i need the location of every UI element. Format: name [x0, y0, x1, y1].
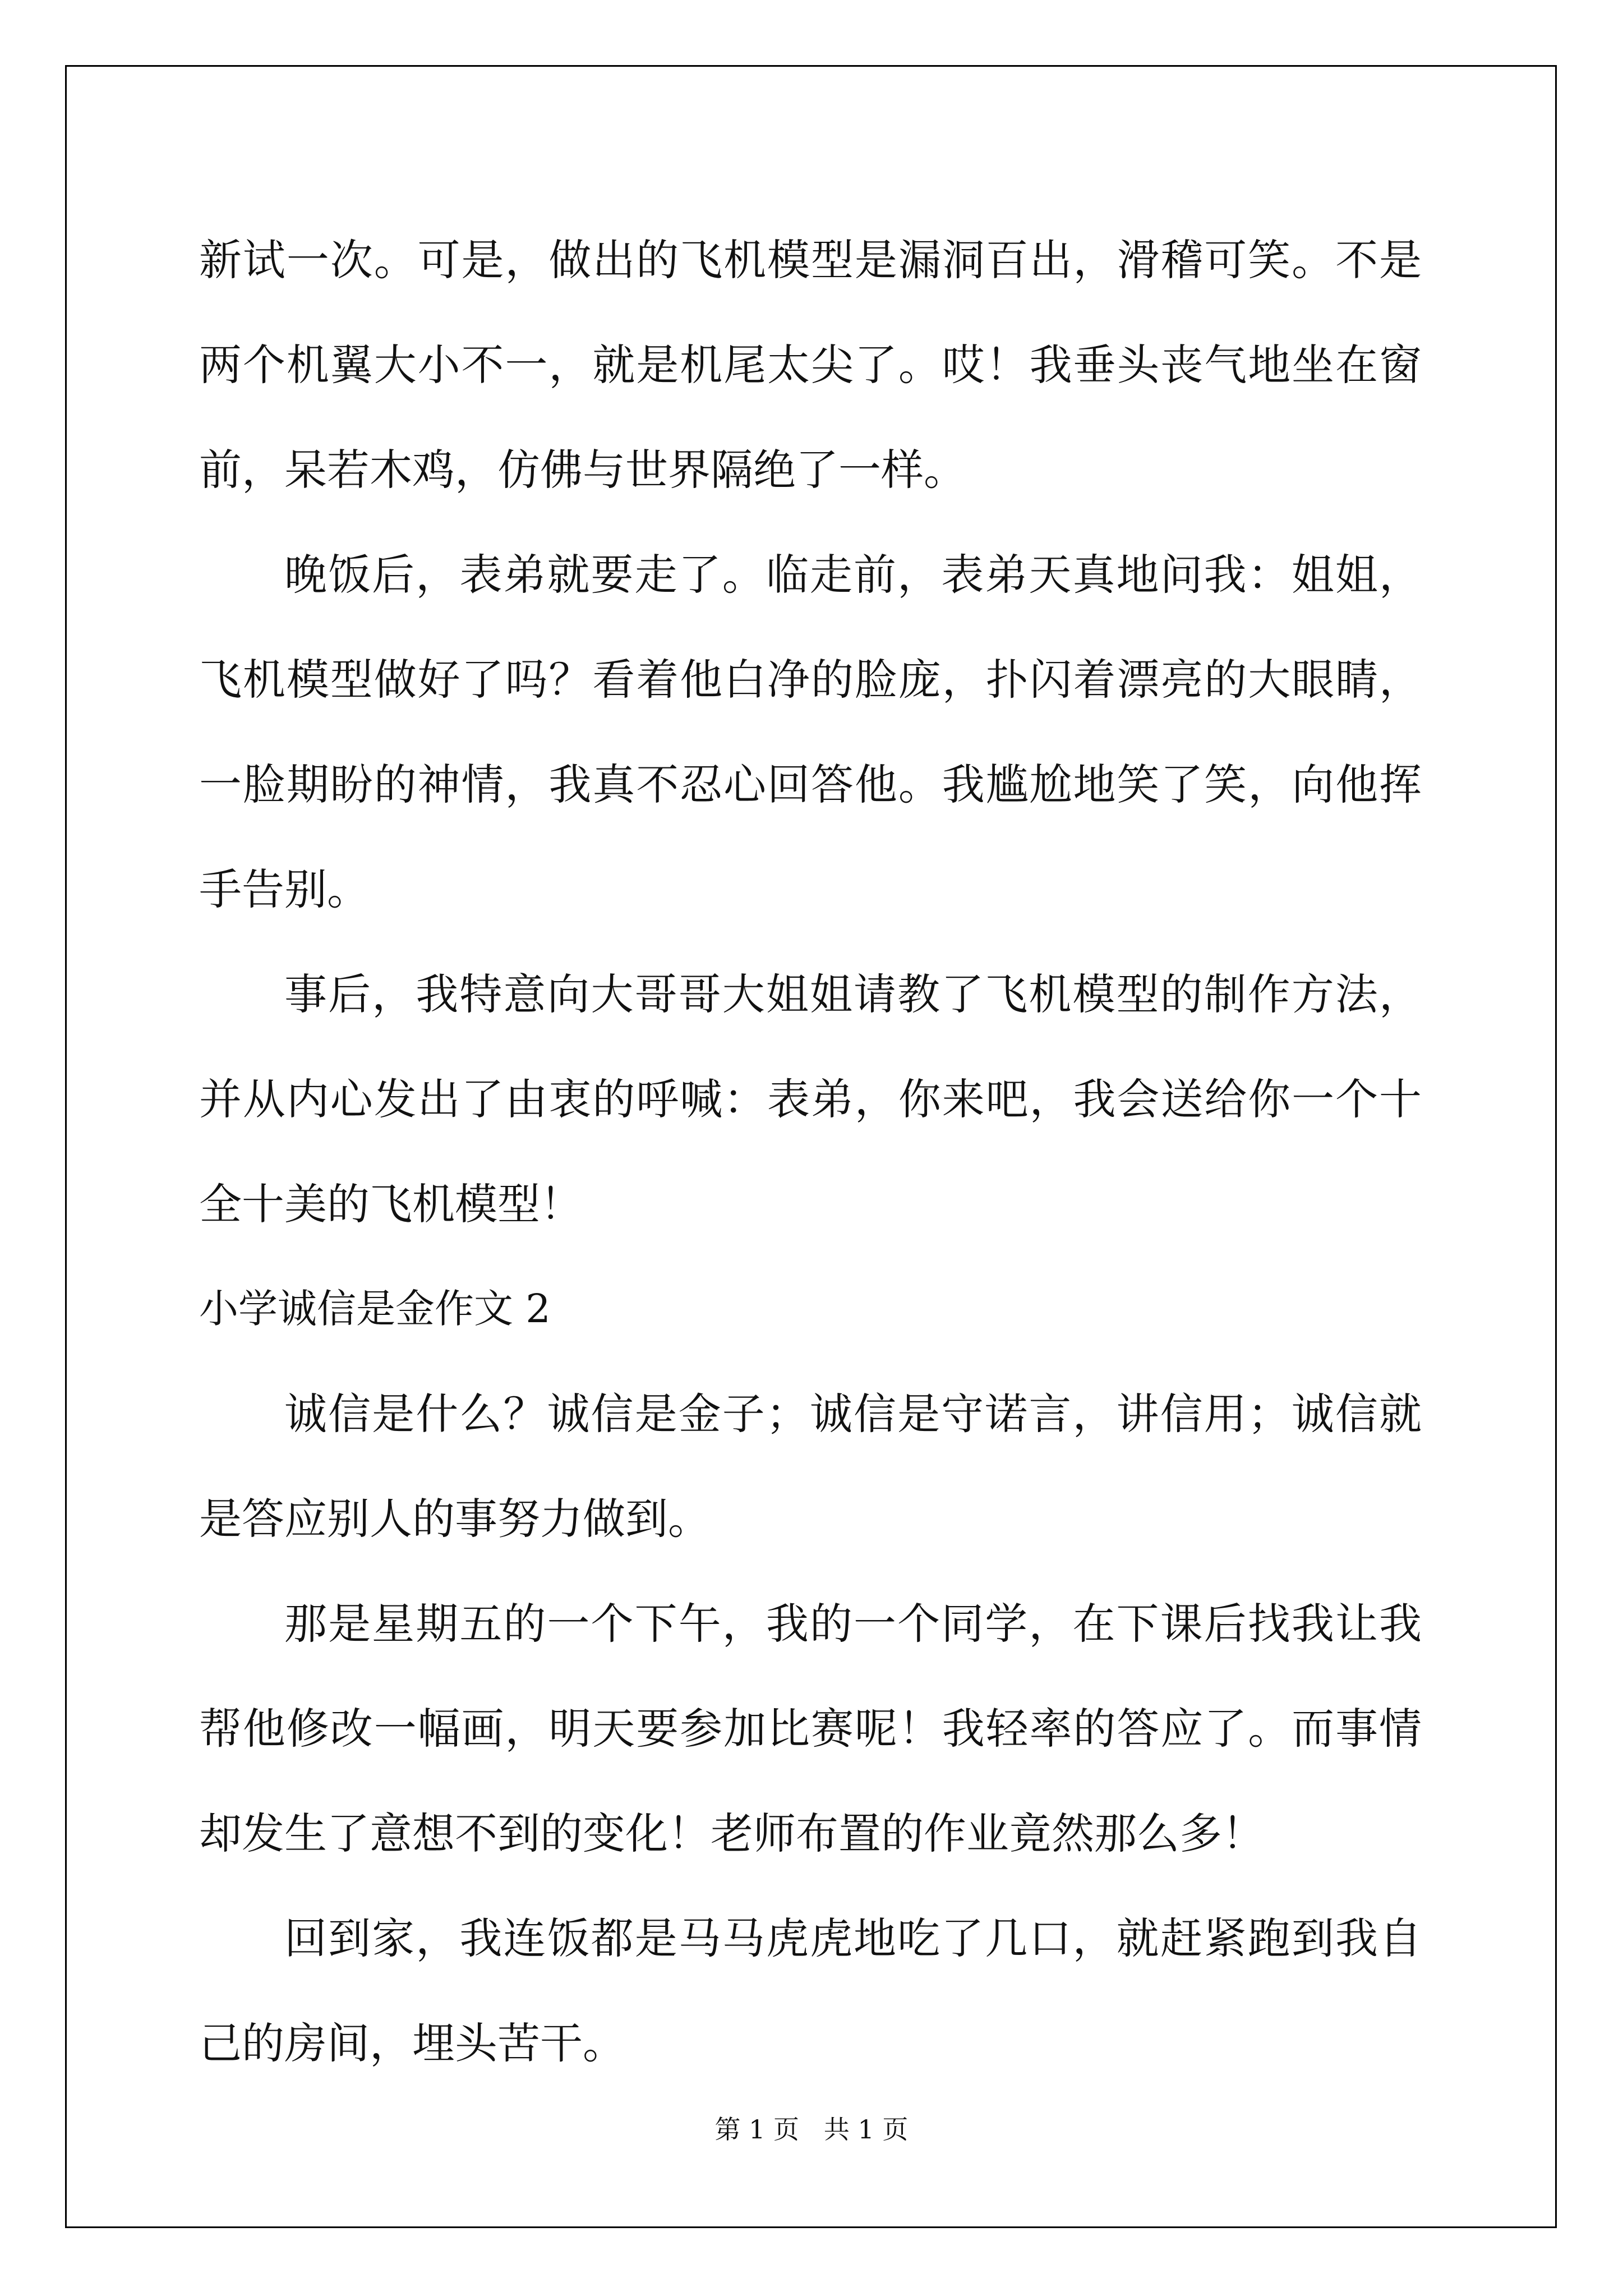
paragraph: 那是星期五的一个下午，我的一个同学，在下课后找我让我帮他修改一幅画，明天要参加比赛呢！我轻率的答应了。而事情却发生了意想不到的变化！老师布置的作业竟然那么多！ — [199, 1599, 1422, 1858]
paragraph: 回到家，我连饭都是马马虎虎地吃了几口，就赶紧跑到我自己的房间，埋头苦干。 — [199, 1913, 1422, 2068]
paragraph: 事后，我特意向大哥哥大姐姐请教了飞机模型的制作方法，并从内心发出了由衷的呼喊：表弟，你来吧，我会送给你一个十全十美的飞机模型！ — [199, 969, 1422, 1229]
paragraph: 诚信是什么？诚信是金子；诚信是守诺言，讲信用；诚信就是答应别人的事努力做到。 — [199, 1389, 1422, 1544]
document-body — [199, 208, 1422, 2096]
paragraph: 新试一次。可是，做出的飞机模型是漏洞百出，滑稽可笑。不是两个机翼大小不一，就是机尾太尖了。哎！我垂头丧气地坐在窗前，呆若木鸡，仿佛与世界隔绝了一样。 — [199, 235, 1422, 495]
page-footer: 第 1 页 共 1 页 — [714, 2114, 909, 2145]
paragraph: 晚饭后，表弟就要走了。临走前，表弟天真地问我：姐姐，飞机模型做好了吗？看着他白净的脸庞，扑闪着漂亮的大眼睛，一脸期盼的神情，我真不忍心回答他。我尴尬地笑了笑，向他挥手告别。 — [199, 550, 1422, 914]
section-title: 小学诚信是金作文 2 — [199, 1286, 551, 1332]
